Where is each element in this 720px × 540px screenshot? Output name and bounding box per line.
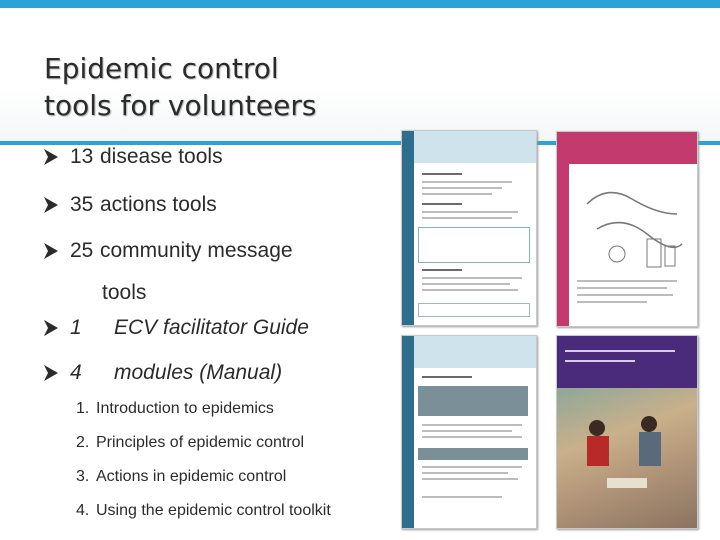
module-number: 3. <box>76 468 90 485</box>
people-illustration <box>557 388 697 528</box>
doc-text-line <box>422 283 510 285</box>
doc-text-line <box>577 280 677 282</box>
doc-text-line <box>422 181 512 183</box>
doc-heading-line <box>422 203 462 205</box>
arrow-bullet-icon <box>44 243 58 259</box>
bullet-actions-tools <box>44 193 217 217</box>
bullet-number: 13 <box>70 145 94 168</box>
doc-text-line <box>422 211 518 213</box>
doc-text-line <box>422 187 502 189</box>
bullet-text: disease tools <box>100 145 223 168</box>
doc-text-line <box>577 287 667 289</box>
module-text: Introduction to epidemics <box>96 400 274 417</box>
doc-text-line <box>577 294 673 296</box>
doc-side-tab <box>402 336 414 528</box>
disease-tool-thumbnail <box>401 130 537 326</box>
doc-cover-line <box>565 350 675 352</box>
doc-side-tab <box>402 131 414 325</box>
doc-header <box>414 131 536 163</box>
module-item <box>76 502 331 520</box>
arrow-bullet-icon <box>44 197 58 213</box>
module-number: 1. <box>76 400 90 417</box>
module-item <box>76 434 304 452</box>
facilitator-guide-thumbnail <box>556 335 698 529</box>
doc-header <box>414 336 536 368</box>
doc-text-line <box>422 478 518 480</box>
doc-text-line <box>422 466 522 468</box>
doc-text-line <box>422 193 492 195</box>
hand-washing-illustration <box>577 174 689 274</box>
bullet-number: 25 <box>70 239 94 262</box>
doc-text-line <box>422 424 522 426</box>
doc-heading-line <box>422 376 472 378</box>
bullet-community-message <box>44 239 293 263</box>
bullet-disease-tools <box>44 145 223 169</box>
doc-header <box>569 132 697 164</box>
doc-table-header <box>418 386 528 416</box>
slide-title: Epidemic control tools for volunteers <box>44 52 317 122</box>
doc-text-line <box>422 217 512 219</box>
doc-table-header <box>418 448 528 460</box>
doc-table <box>418 303 530 317</box>
doc-text-line <box>422 277 522 279</box>
bullet-facilitator-guide <box>44 316 309 340</box>
bullet-text: community message <box>100 239 293 262</box>
bullet-number: 1 <box>70 316 82 339</box>
doc-cover-line <box>565 360 635 362</box>
doc-text-line <box>422 496 502 498</box>
module-item <box>76 468 286 486</box>
title-band <box>0 8 720 145</box>
module-text: Principles of epidemic control <box>96 434 305 451</box>
action-tool-thumbnail <box>556 131 698 327</box>
doc-heading-line <box>422 269 462 271</box>
arrow-bullet-icon <box>44 149 58 165</box>
arrow-bullet-icon <box>44 365 58 381</box>
module-number: 2. <box>76 434 90 451</box>
doc-text-line <box>422 289 518 291</box>
doc-text-line <box>577 301 647 303</box>
module-item <box>76 400 274 418</box>
bullet-text: modules (Manual) <box>114 361 283 384</box>
bullet-number: 35 <box>70 193 94 216</box>
bullet-text: ECV facilitator Guide <box>114 316 309 339</box>
doc-side-tab <box>557 132 569 326</box>
top-accent-band <box>0 0 720 8</box>
module-text: Actions in epidemic control <box>96 468 287 485</box>
doc-heading-line <box>422 173 462 175</box>
arrow-bullet-icon <box>44 320 58 336</box>
bullet-number: 4 <box>70 361 82 384</box>
module-text: Using the epidemic control toolkit <box>96 502 331 519</box>
bullet-continuation: tools <box>102 281 147 304</box>
bullet-text: actions tools <box>100 193 217 216</box>
doc-text-line <box>422 430 512 432</box>
community-message-thumbnail <box>401 335 537 529</box>
bullet-modules <box>44 361 282 385</box>
doc-text-line <box>422 436 522 438</box>
doc-cover-header <box>557 336 697 388</box>
module-number: 4. <box>76 502 90 519</box>
doc-text-line <box>422 472 508 474</box>
doc-box <box>418 227 530 263</box>
